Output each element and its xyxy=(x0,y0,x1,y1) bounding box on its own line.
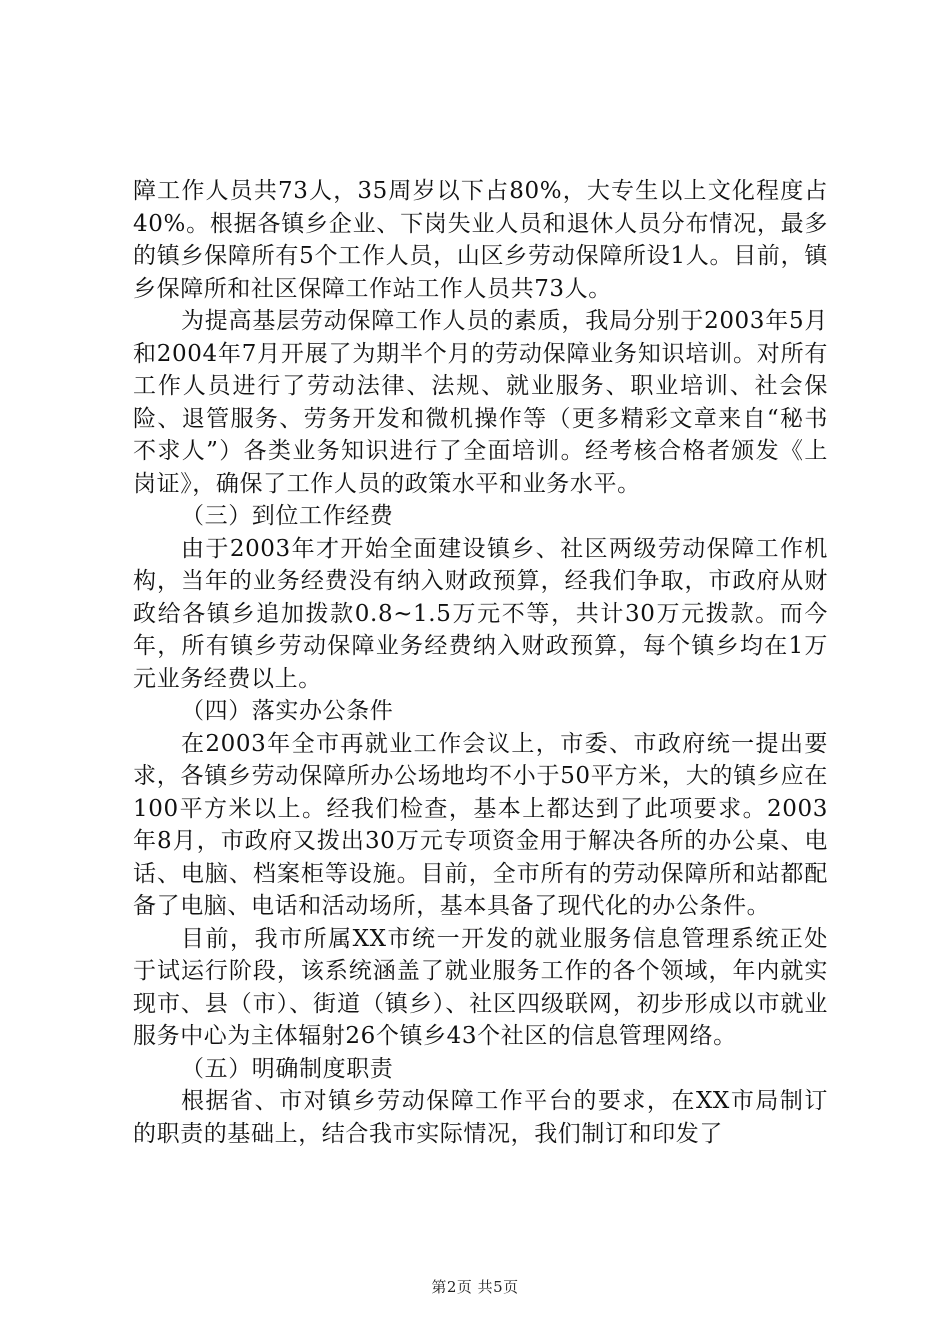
paragraph-office: 在2003年全市再就业工作会议上，市委、市政府统一提出要求，各镇乡劳动保障所办公场地均不小于50平方米，大的镇乡应在100平方米以上。经我们检查，基本上都达到了此项要求。2003年8月，市政府又拨出30万元专项资金用于解决各所的办公桌、电话、电脑、档案柜等设施。目前，全市所有的劳动保障所和站都配备了电脑、电话和活动场所，基本具备了现代化的办公条件。 xyxy=(133,730,828,919)
paragraph-information-system: 目前，我市所属XX市统一开发的就业服务信息管理系统正处于试运行阶段，该系统涵盖了就业服务工作的各个领域，年内就实现市、县（市）、街道（镇乡）、社区四级联网，初步形成以市就业服务中心为主体辐射26个镇乡43个社区的信息管理网络。 xyxy=(133,925,828,1049)
document-body xyxy=(133,175,828,1150)
paragraph-responsibilities: 根据省、市对镇乡劳动保障工作平台的要求，在XX市局制订的职责的基础上，结合我市实际情况，我们制订和印发了 xyxy=(133,1088,828,1147)
section-heading-funding: （三）到位工作经费 xyxy=(181,503,394,529)
section-heading-responsibilities: （五）明确制度职责 xyxy=(181,1055,394,1082)
paragraph-funding: 由于2003年才开始全面建设镇乡、社区两级劳动保障工作机构，当年的业务经费没有纳入财政预算，经我们争取，市政府从财政给各镇乡追加拨款0.8~1.5万元不等，共计30万元拨款。而今年，所有镇乡劳动保障业务经费纳入财政预算，每个镇乡均在1万元业务经费以上。 xyxy=(133,535,828,692)
page-footer: 第2页 共5页 xyxy=(431,1278,519,1296)
paragraph-continuation: 障工作人员共73人，35周岁以下占80%，大专生以上文化程度占40%。根据各镇乡企业、下岗失业人员和退休人员分布情况，最多的镇乡保障所有5个工作人员，山区乡劳动保障所设1人。目前，镇乡保障所和社区保障工作站工作人员共73人。 xyxy=(133,178,828,302)
paragraph-training: 为提高基层劳动保障工作人员的素质，我局分别于2003年5月和2004年7月开展了为期半个月的劳动保障业务知识培训。对所有工作人员进行了劳动法律、法规、就业服务、职业培训、社会保险、退管服务、劳务开发和微机操作等（更多精彩文章来自“秘书不求人”）各类业务知识进行了全面培训。经考核合格者颁发《上岗证》，确保了工作人员的政策水平和业务水平。 xyxy=(133,308,828,497)
section-heading-office: （四）落实办公条件 xyxy=(181,698,394,724)
